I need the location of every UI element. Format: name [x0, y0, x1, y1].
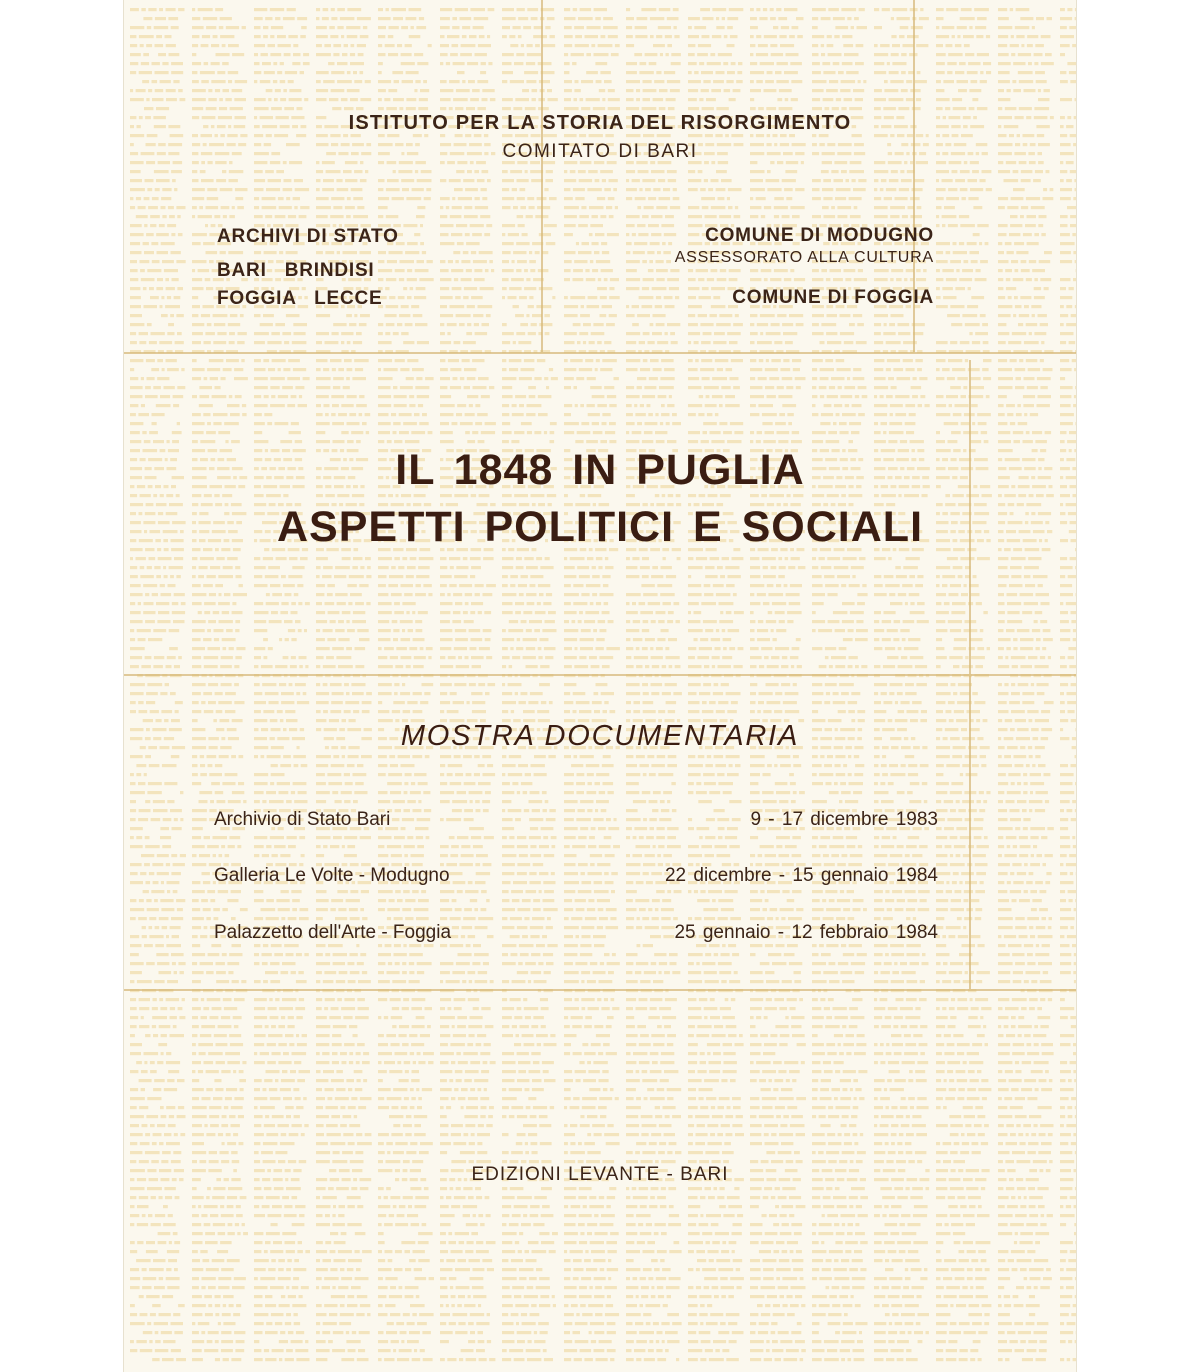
venue-dates: 22 dicembre - 15 gennaio 1984: [664, 865, 938, 886]
book-title-line-1: IL 1848 IN PUGLIA: [395, 446, 805, 494]
institute-name: ISTITUTO PER LA STORIA DEL RISORGIMENTO: [348, 112, 852, 134]
exhibition-subtitle: MOSTRA DOCUMENTARIA: [400, 720, 800, 752]
venue-dates: 25 gennaio - 12 febbraio 1984: [674, 922, 938, 943]
sponsor-line-1: COMUNE DI MODUGNO: [705, 225, 934, 246]
book-title-line-2: ASPETTI POLITICI E SOCIALI: [276, 503, 924, 551]
archives-line-2: BARI BRINDISI: [217, 260, 375, 281]
committee-name: COMITATO DI BARI: [502, 141, 698, 162]
publisher-name: EDIZIONI LEVANTE - BARI: [471, 1164, 729, 1185]
book-cover: [124, 0, 1076, 1372]
venue-name: Galleria Le Volte - Modugno: [214, 865, 450, 886]
sponsor-line-3: COMUNE DI FOGGIA: [732, 287, 934, 308]
venue-dates: 9 - 17 dicembre 1983: [750, 809, 938, 830]
sponsor-line-2: ASSESSORATO ALLA CULTURA: [674, 249, 934, 266]
archives-line-3: FOGGIA LECCE: [217, 288, 383, 309]
archives-line-1: ARCHIVI DI STATO: [217, 226, 399, 247]
venue-name: Archivio di Stato Bari: [214, 809, 391, 830]
venue-name: Palazzetto dell'Arte - Foggia: [214, 922, 452, 943]
